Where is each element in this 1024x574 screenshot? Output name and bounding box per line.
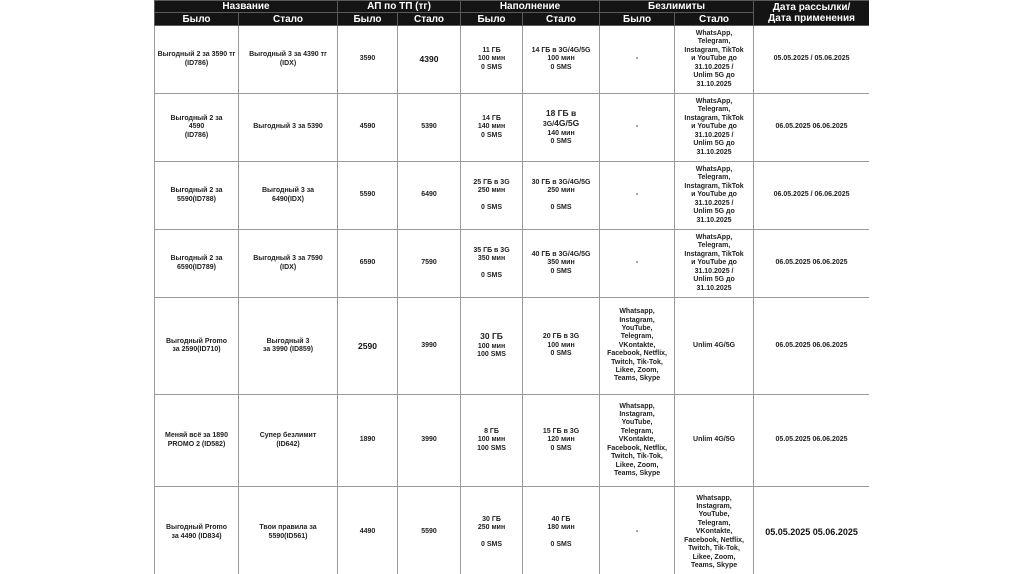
fill-now-line4: 0 SMS — [550, 137, 572, 145]
fill-now-line1: 18 ГБ в — [545, 107, 577, 118]
price-now-cell: 5390 — [398, 94, 461, 162]
fill-now-cell: 14 ГБ в 3G/4G/5G 100 мин 0 SMS — [523, 26, 600, 94]
fill-was-cell: 11 ГБ 100 мин 0 SMS — [461, 26, 523, 94]
unlim-now-cell: WhatsApp, Telegram, Instagram, TikTok и YouTube до 31.10.2025 / Unlim 5G до 31.10.2025 — [675, 26, 754, 94]
header-dates — [754, 1, 869, 26]
price-was-cell: 6590 — [338, 230, 398, 298]
fill-now-cell: 30 ГБ в 3G/4G/5G 250 мин 0 SMS — [523, 162, 600, 230]
price-was-cell: 1890 — [338, 395, 398, 487]
fill-was-cell: 14 ГБ 140 мин 0 SMS — [461, 94, 523, 162]
dates-cell: 06.05.2025 06.06.2025 — [754, 230, 869, 298]
table-row — [155, 230, 870, 298]
fill-now-line2a: 3G/ — [542, 121, 555, 129]
header-name-was: Было — [155, 13, 239, 26]
unlim-now-cell: WhatsApp, Telegram, Instagram, TikTok и YouTube до 31.10.2025 / Unlim 5G до 31.10.2025 — [675, 230, 754, 298]
fill-was-line1: 30 ГБ — [480, 331, 503, 342]
unlim-was-cell: - — [600, 230, 675, 298]
fill-now-cell: 40 ГБ в 3G/4G/5G 350 мин 0 SMS — [523, 230, 600, 298]
price-was-cell: 2590 — [338, 298, 398, 395]
name-was-cell: Выгодный 2 за 5590(ID788) — [155, 162, 239, 230]
name-was-cell: Выгодный 2 за 3590 тг (ID786) — [155, 26, 239, 94]
price-now-cell: 4390 — [398, 26, 461, 94]
unlim-was-cell: Whatsapp, Instagram, YouTube, Telegram, VKontakte, Facebook, Netflix, Twitch, Tik-Tok, Likee, Zoom, Teams, Skype — [600, 298, 675, 395]
unlim-was-cell: - — [600, 94, 675, 162]
fill-now-line2b: 4G/5G — [554, 118, 580, 129]
price-was-cell: 4590 — [338, 94, 398, 162]
header-unlim: Безлимиты — [600, 1, 754, 13]
unlim-now-cell: WhatsApp, Telegram, Instagram, TikTok и YouTube до 31.10.2025 / Unlim 5G до 31.10.2025 — [675, 94, 754, 162]
table-row — [155, 487, 870, 574]
unlim-was-cell: Whatsapp, Instagram, YouTube, Telegram, VKontakte, Facebook, Netflix, Twitch, Tik-Tok, Likee, Zoom, Teams, Skype — [600, 395, 675, 487]
dates-cell: 05.05.2025 06.06.2025 — [754, 395, 869, 487]
dates-cell: 06.05.2025 06.06.2025 — [754, 94, 869, 162]
name-now-cell: Выгодный 3 за 4390 тг (IDX) — [239, 26, 338, 94]
header-dates-line1: Дата рассылки/ — [772, 2, 851, 13]
dates-cell: 05.05.2025 / 05.06.2025 — [754, 26, 869, 94]
name-now-cell: Твои правила за 5590(ID561) — [239, 487, 338, 574]
name-now-cell: Супер безлимит (ID642) — [239, 395, 338, 487]
fill-was-cell: 30 ГБ 250 мин 0 SMS — [461, 487, 523, 574]
header-fill-now: Стало — [523, 13, 600, 26]
header-fill-was: Было — [461, 13, 523, 26]
unlim-was-cell: - — [600, 26, 675, 94]
fill-now-cell: 15 ГБ в 3G 120 мин 0 SMS — [523, 395, 600, 487]
price-now-cell: 7590 — [398, 230, 461, 298]
price-was-cell: 3590 — [338, 26, 398, 94]
price-now-cell: 3990 — [398, 395, 461, 487]
header-unlim-was: Было — [600, 13, 675, 26]
table-row — [155, 298, 870, 395]
fill-now-line3: 140 мин — [547, 129, 575, 137]
header-dates-line2: Дата применения — [768, 13, 855, 24]
name-now-cell: Выгодный 3 за 5390 — [239, 94, 338, 162]
dates-cell: 05.05.2025 05.06.2025 — [754, 487, 869, 574]
unlim-now-cell: WhatsApp, Telegram, Instagram, TikTok и YouTube до 31.10.2025 / Unlim 5G до 31.10.2025 — [675, 162, 754, 230]
unlim-was-cell: - — [600, 162, 675, 230]
price-now-cell: 5590 — [398, 487, 461, 574]
table-row — [155, 395, 870, 487]
name-now-cell: Выгодный 3 за 7590 (IDX) — [239, 230, 338, 298]
fill-was-cell: 35 ГБ в 3G 350 мин 0 SMS — [461, 230, 523, 298]
header-fill: Наполнение — [461, 1, 600, 13]
header-unlim-now: Стало — [675, 13, 754, 26]
fill-now-cell — [523, 94, 600, 162]
fill-now-cell: 40 ГБ 180 мин 0 SMS — [523, 487, 600, 574]
table-row — [155, 26, 870, 94]
dates-cell: 06.05.2025 06.06.2025 — [754, 298, 869, 395]
fill-was-cell: 25 ГБ в 3G 250 мин 0 SMS — [461, 162, 523, 230]
table-row — [155, 162, 870, 230]
name-was-cell: Выгодный Promo за 2590(ID710) — [155, 298, 239, 395]
name-now-cell: Выгодный 3 за 3990 (ID859) — [239, 298, 338, 395]
header-row-groups — [155, 1, 870, 13]
unlim-now-cell: Whatsapp, Instagram, YouTube, Telegram, VKontakte, Facebook, Netflix, Twitch, Tik-Tok, Likee, Zoom, Teams, Skype — [675, 487, 754, 574]
unlim-now-cell: Unlim 4G/5G — [675, 395, 754, 487]
table-row — [155, 94, 870, 162]
fill-now-cell: 20 ГБ в 3G 100 мин 0 SMS — [523, 298, 600, 395]
name-was-cell: Выгодный Promo за 4490 (ID834) — [155, 487, 239, 574]
unlim-was-cell: - — [600, 487, 675, 574]
price-now-cell: 6490 — [398, 162, 461, 230]
fill-was-rest: 100 мин 100 SMS — [477, 342, 506, 359]
price-was-cell: 4490 — [338, 487, 398, 574]
name-now-cell: Выгодный 3 за 6490(IDX) — [239, 162, 338, 230]
name-was-cell: Выгодный 2 за 4590 (ID786) — [155, 94, 239, 162]
header-name-now: Стало — [239, 13, 338, 26]
fill-was-cell — [461, 298, 523, 395]
name-was-cell: Меняй всё за 1890 PROMO 2 (ID582) — [155, 395, 239, 487]
unlim-now-cell: Unlim 4G/5G — [675, 298, 754, 395]
dates-cell: 06.05.2025 / 06.06.2025 — [754, 162, 869, 230]
header-price-was: Было — [338, 13, 398, 26]
header-name: Название — [155, 1, 338, 13]
tariff-table-sheet — [154, 0, 869, 574]
price-was-cell: 5590 — [338, 162, 398, 230]
header-price: АП по ТП (тг) — [338, 1, 461, 13]
price-now-cell: 3990 — [398, 298, 461, 395]
fill-was-cell: 8 ГБ 100 мин 100 SMS — [461, 395, 523, 487]
name-was-cell: Выгодный 2 за 6590(ID789) — [155, 230, 239, 298]
header-price-now: Стало — [398, 13, 461, 26]
tariff-comparison-table — [154, 0, 869, 574]
